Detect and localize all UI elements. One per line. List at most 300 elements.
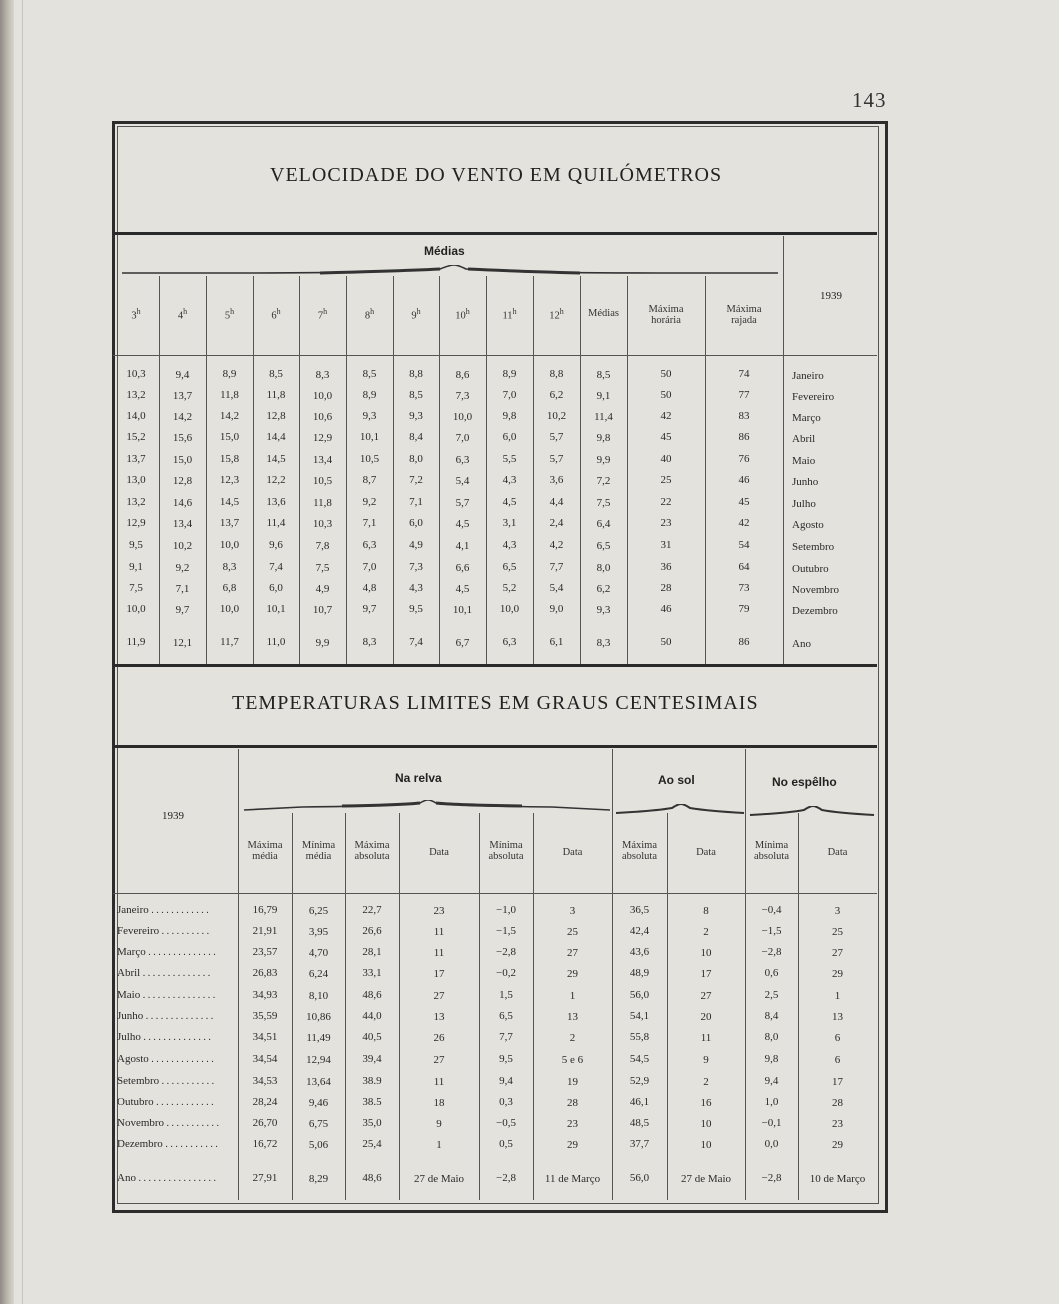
wind-cell: 4,9	[315, 583, 330, 595]
temp-cell: 25	[567, 926, 578, 938]
temp-cell: 28,24	[252, 1096, 278, 1108]
wind-cell: 9,2	[362, 496, 377, 508]
wind-cell: 5,7	[455, 497, 470, 509]
wind-cell: 12,2	[266, 474, 286, 486]
temp-cell: 20	[700, 1011, 712, 1023]
temp-top-rule	[113, 745, 877, 748]
temp-column-header	[612, 840, 667, 862]
wind-cell: 5,7	[549, 431, 564, 443]
wind-cell: 10,0	[499, 603, 520, 615]
wind-cell: 50	[660, 636, 672, 648]
wind-cell: 9,9	[315, 637, 330, 649]
wind-cell: 6,8	[222, 582, 237, 594]
month-name: Junho	[117, 1010, 144, 1022]
temp-cell: 23	[433, 905, 445, 917]
header-line: Máxima	[622, 840, 657, 851]
wind-hour-header	[439, 306, 486, 322]
wind-cell: 8,7	[362, 474, 377, 486]
wind-hour-header	[533, 306, 580, 322]
wind-cell: 4,5	[502, 496, 517, 508]
temp-cell: 1,0	[764, 1096, 779, 1108]
wind-hour-header	[346, 306, 393, 322]
wind-row-month: Fevereiro	[792, 391, 835, 403]
wind-cell: 8,8	[549, 368, 564, 380]
wind-cell: 4,2	[549, 539, 564, 551]
wind-cell: 7,5	[315, 562, 330, 574]
wind-cell: 11,4	[266, 517, 286, 529]
month-name: Julho	[117, 1031, 141, 1043]
wind-cell: 46	[738, 474, 750, 486]
wind-cell: 7,5	[129, 582, 143, 594]
wind-cell: 7,4	[409, 636, 423, 648]
wind-cell: 10,0	[452, 411, 473, 423]
temp-cell: 34,53	[252, 1075, 278, 1087]
temp-cell: 8	[703, 905, 709, 917]
header-line: absoluta	[354, 851, 390, 862]
temp-cell: 33,1	[362, 967, 382, 979]
wind-cell: 4,1	[455, 540, 470, 552]
temp-cell: 17	[433, 968, 445, 980]
temp-cell: 28,1	[362, 946, 382, 958]
wind-cell: 7,8	[315, 540, 330, 552]
wind-cell: 14,2	[219, 410, 240, 422]
temp-cell: 29	[832, 1139, 843, 1151]
temp-cell: 7,7	[499, 1031, 513, 1043]
hour-suffix: h	[183, 307, 188, 316]
temp-cell: −2,8	[761, 946, 782, 958]
temp-cell: 40,5	[362, 1031, 382, 1043]
temp-cell: 13	[433, 1011, 445, 1023]
temp-cell: 0,0	[764, 1138, 779, 1150]
temp-cell: 27	[832, 947, 843, 959]
wind-cell: 10,0	[126, 603, 146, 615]
temp-cell: 55,8	[629, 1031, 650, 1043]
temp-cell: 37,7	[629, 1138, 650, 1150]
header-line: Mínima	[301, 840, 336, 851]
hour-suffix: h	[559, 307, 564, 316]
temp-table-title: TEMPERATURAS LIMITES EM GRAUS CENTESIMAIS	[232, 692, 759, 714]
temp-cell: 5 e 6	[561, 1054, 584, 1066]
hour-number: 6	[271, 310, 277, 322]
wind-year-label: 1939	[820, 290, 842, 302]
temp-cell: 1	[569, 990, 576, 1002]
temp-cell: 25	[832, 926, 843, 938]
temp-cell: −0,2	[496, 967, 516, 979]
temp-year-label: 1939	[162, 810, 184, 822]
wind-cell: 15,8	[219, 453, 240, 465]
temp-group-no-espelho: No espêlho	[772, 775, 837, 789]
hour-suffix: h	[323, 307, 328, 316]
header-line: rajada	[731, 315, 757, 326]
wind-cell: 9,2	[175, 562, 190, 574]
temp-cell: 10	[700, 1139, 712, 1151]
wind-cell: 8,9	[222, 368, 237, 380]
temp-cell: 26,6	[362, 925, 382, 937]
temp-row-month	[117, 1053, 235, 1065]
wind-cell: 7,0	[455, 432, 470, 444]
wind-cell: 9,7	[362, 603, 377, 615]
leader-dots: . . . . . . . . . . . .	[148, 905, 209, 916]
temp-cell: 10,86	[306, 1011, 331, 1023]
wind-cell: 13,7	[219, 517, 240, 529]
temp-cell: 8,0	[764, 1031, 779, 1043]
wind-row-month: Abril	[792, 433, 816, 445]
temp-row-month	[117, 1010, 235, 1022]
wind-cell: 76	[738, 453, 750, 465]
header-line: Data	[429, 847, 449, 858]
wind-cell: 9,6	[269, 539, 283, 551]
header-line: média	[305, 851, 332, 862]
wind-cell: 10,5	[312, 475, 333, 487]
leader-dots: . . . . . . . . . .	[159, 926, 210, 937]
wind-cell: 42	[738, 517, 750, 529]
wind-row-month: Dezembro	[792, 605, 838, 617]
wind-cell: 83	[738, 410, 750, 422]
temp-cell: 28	[832, 1097, 843, 1109]
wind-cell: 10,1	[452, 604, 473, 616]
wind-hour-header	[253, 306, 299, 322]
temp-row-month	[117, 1138, 235, 1150]
temp-cell: 17	[832, 1076, 843, 1088]
temp-header-rule	[113, 893, 877, 894]
wind-cell: 10,0	[219, 603, 240, 615]
temp-relva-brace	[242, 800, 612, 814]
wind-cell: 45	[738, 496, 750, 508]
wind-cell: 9,3	[596, 604, 611, 616]
wind-row-month: Janeiro	[792, 370, 824, 382]
wind-cell: 12,3	[219, 474, 240, 486]
header-line: Máxima	[648, 304, 684, 315]
wind-cell: 86	[738, 431, 750, 443]
temp-cell: 43,6	[629, 946, 650, 958]
wind-cell: 15,2	[126, 431, 146, 443]
temp-column-header	[345, 840, 399, 862]
wind-cell: 73	[738, 582, 750, 594]
temp-cell: 19	[567, 1076, 578, 1088]
wind-cell: 10,3	[126, 368, 146, 380]
wind-cell: 10,2	[546, 410, 567, 422]
temp-cell: 11	[433, 926, 445, 938]
wind-cell: 8,5	[596, 369, 611, 381]
wind-row-month: Novembro	[792, 584, 840, 596]
header-line: absoluta	[754, 851, 789, 862]
wind-cell: 8,9	[362, 389, 377, 401]
wind-cell: 9,4	[175, 369, 190, 381]
wind-cell: 9,1	[596, 390, 611, 402]
wind-cell: 2,4	[549, 517, 564, 529]
temp-cell: 6,24	[308, 968, 329, 980]
page-gutter-line	[22, 0, 23, 1304]
hour-suffix: h	[465, 307, 470, 316]
wind-cell: 9,5	[409, 603, 423, 615]
wind-group-medias: Médias	[424, 244, 465, 258]
temp-cell: 34,54	[252, 1053, 278, 1065]
hour-suffix: h	[416, 307, 421, 316]
temp-cell: 17	[700, 968, 712, 980]
temp-row-month	[117, 1117, 235, 1129]
wind-cell: 12,9	[312, 432, 333, 444]
wind-cell: 15,0	[172, 454, 193, 466]
wind-hour-header	[113, 306, 159, 322]
temp-cell: 8,29	[308, 1173, 329, 1185]
wind-cell: 12,9	[126, 517, 146, 529]
temp-cell: 54,5	[629, 1053, 650, 1065]
wind-cell: 12,8	[266, 410, 286, 422]
hour-number: 5	[224, 310, 231, 322]
wind-cell: 45	[660, 431, 672, 443]
temp-cell: −1,5	[761, 925, 782, 937]
book-spine-shadow	[0, 0, 14, 1304]
temp-cell: 9,4	[764, 1075, 779, 1087]
wind-cell: 6,6	[455, 562, 470, 574]
temp-cell: −2,8	[761, 1172, 782, 1184]
wind-cell: 25	[660, 474, 672, 486]
hour-suffix: h	[512, 307, 517, 316]
temp-cell: 0,5	[499, 1138, 513, 1150]
temp-cell: 6	[834, 1054, 841, 1066]
temp-cell: 13,64	[306, 1076, 331, 1088]
leader-dots: . . . . . . . . . . . . . .	[140, 968, 211, 979]
wind-cell: 9,8	[596, 432, 611, 444]
leader-dots: . . . . . . . . . . . . . .	[143, 1011, 214, 1022]
wind-cell: 14,2	[172, 411, 193, 423]
temp-cell: 35,0	[362, 1117, 382, 1129]
temp-cell: 13	[832, 1011, 843, 1023]
temp-cell: 48,9	[629, 967, 650, 979]
leader-dots: . . . . . . . . . . .	[159, 1076, 215, 1087]
temp-cell: 29	[832, 968, 843, 980]
wind-cell: 28	[660, 582, 672, 594]
wind-cell: 13,4	[312, 454, 333, 466]
wind-cell: 50	[660, 389, 672, 401]
header-line: Data	[562, 847, 583, 858]
wind-cell: 11,8	[266, 389, 286, 401]
temp-cell: 54,1	[629, 1010, 650, 1022]
wind-hour-header	[486, 306, 533, 322]
temp-cell: 1	[834, 990, 841, 1002]
wind-cell: 7,0	[502, 389, 517, 401]
wind-row-month: Ano	[792, 638, 811, 650]
wind-cell: 13,7	[126, 453, 146, 465]
leader-dots: . . . . . . . . . . . . . .	[145, 947, 216, 958]
temp-cell: 2	[569, 1032, 576, 1044]
wind-cell: 3,6	[549, 474, 564, 486]
wind-cell: 8,5	[269, 368, 283, 380]
temp-cell: 0,3	[499, 1096, 513, 1108]
wind-cell: 10,5	[359, 453, 380, 465]
temp-cell: 9	[703, 1054, 709, 1066]
month-name: Abril	[117, 967, 141, 979]
wind-cell: 6,3	[502, 636, 517, 648]
wind-cell: 8,0	[409, 453, 423, 465]
wind-hour-header	[299, 306, 346, 322]
hour-suffix: h	[136, 307, 141, 316]
wind-cell: 6,3	[362, 539, 377, 551]
wind-hour-header	[159, 306, 206, 322]
temp-cell: 27	[433, 990, 445, 1002]
wind-cell: 14,4	[266, 431, 286, 443]
wind-bottom-rule	[113, 664, 877, 667]
temp-cell: 36,5	[629, 904, 650, 916]
leader-dots: . . . . . . . . . . . . .	[148, 1054, 214, 1065]
wind-header-rule	[113, 355, 877, 356]
wind-cell: 64	[738, 561, 750, 573]
temp-group-ao-sol: Ao sol	[658, 773, 695, 787]
temp-column-header	[399, 847, 479, 858]
wind-cell: 8,8	[409, 368, 423, 380]
wind-cell: 50	[660, 368, 672, 380]
header-line: horária	[651, 315, 681, 326]
hour-number: 4	[177, 310, 184, 322]
wind-cell: 4,3	[409, 582, 423, 594]
temp-cell: 8,4	[764, 1010, 779, 1022]
wind-cell: 13,0	[126, 474, 146, 486]
wind-cell: 5,2	[502, 582, 517, 594]
header-line: Mínima	[489, 840, 523, 851]
month-name: Fevereiro	[117, 925, 160, 937]
wind-cell: 13,2	[126, 389, 146, 401]
temp-cell: 26,70	[252, 1117, 278, 1129]
hour-number: 12	[549, 310, 560, 322]
wind-cell: 7,1	[409, 496, 423, 508]
wind-cell: 10,3	[312, 518, 333, 530]
wind-cell: 6,3	[455, 454, 470, 466]
wind-cell: 11,0	[266, 636, 286, 648]
wind-cell: 6,5	[502, 561, 517, 573]
wind-cell: 12,1	[172, 637, 193, 649]
temp-espelho-brace	[748, 806, 876, 818]
wind-cell: 7,5	[596, 497, 611, 509]
wind-cell: 7,3	[409, 561, 423, 573]
hour-suffix: h	[370, 307, 375, 316]
wind-max-horaria-header	[627, 304, 705, 326]
temp-cell: 34,51	[252, 1031, 278, 1043]
wind-cell: 10,7	[312, 604, 333, 616]
temp-cell: 23	[832, 1118, 843, 1130]
wind-cell: 6,7	[455, 637, 470, 649]
temp-cell: 11,49	[306, 1032, 331, 1044]
temp-column-header	[667, 847, 745, 858]
temp-cell: 48,5	[629, 1117, 650, 1129]
temp-row-month	[117, 946, 235, 958]
temp-cell: 23	[567, 1118, 578, 1130]
temp-cell: −2,8	[496, 946, 516, 958]
leader-dots: . . . . . . . . . . .	[162, 1139, 218, 1150]
month-name: Setembro	[117, 1075, 160, 1087]
temp-cell: 3	[834, 905, 841, 917]
page-number: 143	[852, 88, 887, 112]
wind-cell: 14,0	[126, 410, 146, 422]
wind-cell: 6,0	[502, 431, 517, 443]
wind-cell: 10,0	[312, 390, 333, 402]
wind-cell: 36	[660, 561, 672, 573]
wind-cell: 8,5	[362, 368, 377, 380]
wind-cell: 8,3	[596, 637, 611, 649]
temp-row-month	[117, 967, 235, 979]
wind-cell: 7,3	[455, 390, 470, 402]
wind-row-month: Julho	[792, 498, 816, 510]
temp-cell: 9,46	[308, 1097, 329, 1109]
leader-dots: . . . . . . . . . . . .	[153, 1097, 214, 1108]
temp-row-month	[117, 1172, 235, 1184]
header-line: Data	[696, 847, 716, 858]
temp-cell: 9,5	[499, 1053, 513, 1065]
wind-cell: 8,3	[222, 561, 237, 573]
wind-cell: 11,8	[313, 497, 332, 509]
wind-cell: 13,7	[172, 390, 193, 402]
wind-cell: 46	[660, 603, 672, 615]
wind-cell: 4,5	[455, 518, 470, 530]
wind-cell: 8,3	[315, 369, 330, 381]
temp-row-month	[117, 904, 235, 916]
hour-number: 3	[131, 310, 137, 322]
temp-cell: 25,4	[362, 1138, 382, 1150]
wind-cell: 9,3	[409, 410, 423, 422]
temp-cell: 9,4	[499, 1075, 513, 1087]
month-name: Agosto	[117, 1053, 149, 1065]
temp-cell: 5,06	[308, 1139, 329, 1151]
wind-row-month: Setembro	[792, 541, 835, 553]
temp-cell: 29	[567, 968, 578, 980]
temp-cell: 9	[436, 1118, 442, 1130]
wind-cell: 11,7	[220, 636, 239, 648]
wind-cell: 4,9	[409, 539, 423, 551]
temp-cell: 2,5	[764, 989, 779, 1001]
wind-cell: 9,7	[175, 604, 190, 616]
temp-cell: 27	[433, 1054, 445, 1066]
temp-cell: 27 de Maio	[413, 1173, 465, 1185]
temp-cell: 16	[700, 1097, 712, 1109]
wind-cell: 7,2	[596, 475, 611, 487]
wind-cell: 13,2	[126, 496, 146, 508]
hour-number: 7	[317, 310, 324, 322]
temp-group-na-relva: Na relva	[395, 771, 442, 785]
wind-hour-header	[393, 306, 439, 322]
wind-cell: 23	[660, 517, 672, 529]
hour-number: 8	[364, 310, 371, 322]
wind-cell: 9,9	[596, 454, 611, 466]
wind-cell: 74	[738, 368, 750, 380]
temp-cell: 11 de Março	[544, 1173, 601, 1185]
wind-cell: 54	[738, 539, 750, 551]
wind-cell: 8,3	[362, 636, 377, 648]
wind-cell: 9,5	[129, 539, 143, 551]
temp-cell: 2	[703, 1076, 709, 1088]
temp-cell: 38.5	[362, 1096, 382, 1108]
temp-cell: 13	[567, 1011, 578, 1023]
wind-cell: 7,7	[549, 561, 564, 573]
wind-cell: 42	[660, 410, 672, 422]
temp-cell: 26	[433, 1032, 445, 1044]
wind-cell: 86	[738, 636, 750, 648]
wind-cell: 11,8	[220, 389, 239, 401]
temp-cell: −2,8	[496, 1172, 516, 1184]
temp-cell: 12,94	[306, 1054, 331, 1066]
wind-cell: 6,0	[409, 517, 423, 529]
hour-suffix: h	[276, 307, 281, 316]
temp-cell: 44,0	[362, 1010, 382, 1022]
temp-cell: 28	[567, 1097, 578, 1109]
wind-row-month: Maio	[792, 455, 816, 467]
temp-cell: −0,1	[761, 1117, 782, 1129]
temp-row-month	[117, 1096, 235, 1108]
wind-cell: 4,3	[502, 474, 517, 486]
wind-row-month: Junho	[792, 476, 819, 488]
temp-cell: 6,25	[308, 905, 329, 917]
temp-cell: 38.9	[362, 1075, 382, 1087]
month-name: Janeiro	[117, 904, 149, 916]
temp-cell: 56,0	[629, 989, 650, 1001]
